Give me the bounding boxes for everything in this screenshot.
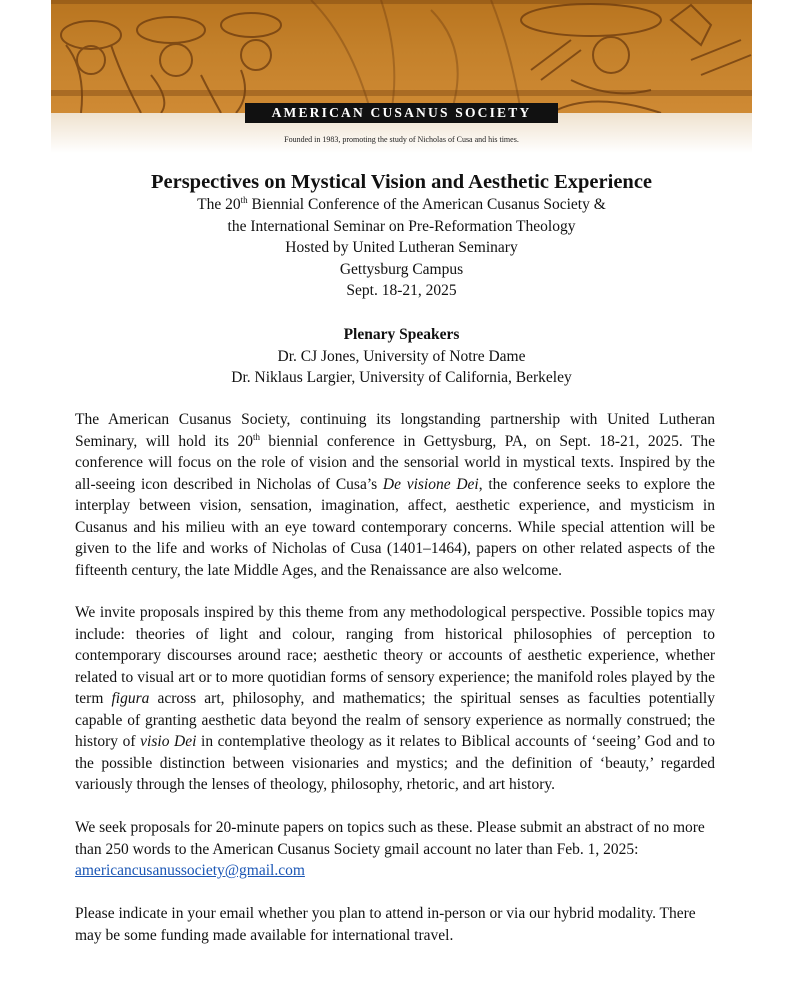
woodcut-illustration — [51, 0, 752, 113]
plenary-heading: Plenary Speakers — [343, 326, 460, 343]
seminar-line: the International Seminar on Pre-Reformation Theology — [227, 217, 576, 235]
topics-text-c: in contemplative theology as it relates to Biblical accounts of ‘seeing’ God and to the possible distinction between visionaries and mystics; and the definition of ‘beauty,’ regarded variously through the lenses of theology, philosophy, rhetoric, and art history. — [75, 733, 715, 793]
speaker-item: Dr. CJ Jones, University of Notre Dame — [277, 347, 526, 365]
submission-paragraph — [75, 817, 715, 882]
conference-line — [60, 194, 743, 216]
intro-work-title: De visione Dei — [382, 475, 479, 493]
host-line: Hosted by United Lutheran Seminary — [285, 239, 518, 256]
contact-email-link[interactable]: americancusanussociety@gmail.com — [75, 862, 305, 879]
header-woodcut-banner — [51, 0, 752, 113]
conference-line-a: The 20 — [197, 196, 241, 213]
topics-term-figura: figura — [111, 690, 150, 707]
submission-text: We seek proposals for 20-minute papers on topics such as these. Please submit an abstract of no more than 250 words to the American Cusanus Society gmail account no later than Feb. 1, 2025: — [75, 819, 705, 858]
topics-paragraph — [75, 602, 715, 796]
intro-text-a: The American Cusanus Society, continuing its longstanding partnership with United Lutheran Seminary, will hold its 20 — [75, 411, 715, 450]
intro-text-b: biennial conference in Gettysburg, PA, on Sept. 18-21, 2025. The conference will focus on the role of vision and the sensorial world in mystical texts. Inspired by the all-seeing icon described in Nicholas of Cusa’s — [75, 432, 715, 493]
topics-text-a: We invite proposals inspired by this theme from any methodological perspective. Possible topics may include: theories of light and colour, ranging from historical philosophies of perception to contemporary discourses around race; aesthetic theory or accounts of aesthetic experience, whether related to visual art or to more quotidian forms of sensory experience; the manifold roles played by the term — [75, 604, 715, 707]
plenary-speakers — [60, 324, 743, 389]
campus-line: Gettysburg Campus — [339, 260, 464, 278]
speaker-item: Dr. Niklaus Largier, University of California, Berkeley — [231, 369, 572, 386]
founded-tagline: Founded in 1983, promoting the study of Nicholas of Cusa and his times. — [284, 135, 519, 144]
attendance-paragraph: Please indicate in your email whether you plan to attend in-person or via our hybrid modality. There may be some funding made available for international travel. — [75, 905, 696, 944]
event-title: Perspectives on Mystical Vision and Aesthetic Experience — [150, 171, 653, 193]
conference-ordinal: th — [240, 194, 248, 205]
event-header — [60, 170, 743, 302]
society-name-bar: AMERICAN CUSANUS SOCIETY — [245, 103, 558, 123]
conference-line-b: Biennial Conference of the American Cusanus Society & — [247, 196, 606, 213]
dates-line: Sept. 18-21, 2025 — [346, 282, 457, 299]
intro-paragraph — [75, 409, 715, 581]
intro-ordinal: th — [252, 431, 260, 442]
topics-text-b: across art, philosophy, and mathematics; the spiritual senses as faculties potentially capable of granting aesthetic data beyond the realm of sensory experience as normally construed; the history of — [75, 690, 715, 750]
topics-term-visio-dei: visio Dei — [140, 733, 197, 750]
intro-text-c: , the conference seeks to explore the interplay between vision, sensation, imagination, affect, aesthetic experience, and mysticism in Cusanus and his milieu with an eye toward contemporary concerns. While special attention will be given to the life and works of Nicholas of Cusa (1401–1464), papers on other related aspects of the fifteenth century, the late Middle Ages, and the Renaissance are also welcome. — [75, 475, 716, 579]
